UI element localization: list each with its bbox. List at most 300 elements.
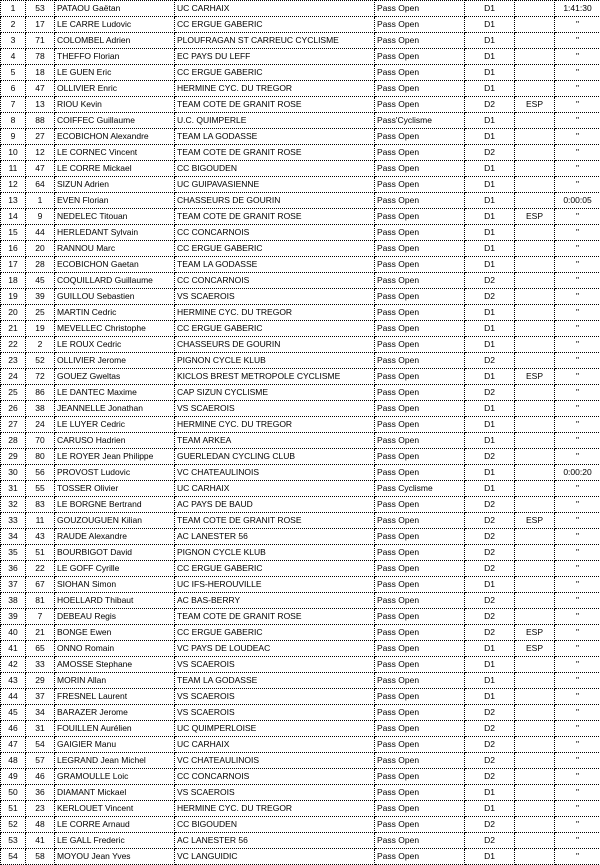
licence-cell: Pass Open xyxy=(375,209,465,225)
bib-cell: 45 xyxy=(26,273,55,289)
licence-cell: Pass Open xyxy=(375,753,465,769)
category-cell: D2 xyxy=(465,353,515,369)
rider-name-cell: LE CORNEC Vincent xyxy=(55,145,175,161)
time-cell: 0:00:05 xyxy=(555,193,600,209)
club-cell: UC CARHAIX xyxy=(175,481,375,497)
esp-cell xyxy=(515,161,555,177)
time-cell: " xyxy=(555,689,600,705)
bib-cell: 44 xyxy=(26,225,55,241)
club-cell: PLOUFRAGAN ST CARREUC CYCLISME xyxy=(175,33,375,49)
esp-cell xyxy=(515,33,555,49)
table-row xyxy=(1,449,600,465)
time-cell: " xyxy=(555,97,600,113)
rider-name-cell: ECOBICHON Gaetan xyxy=(55,257,175,273)
bib-cell: 18 xyxy=(26,65,55,81)
licence-cell: Pass Open xyxy=(375,81,465,97)
time-cell: " xyxy=(555,401,600,417)
bib-cell: 24 xyxy=(26,417,55,433)
time-cell: " xyxy=(555,305,600,321)
rank-cell: 35 xyxy=(1,545,26,561)
rank-cell: 31 xyxy=(1,481,26,497)
esp-cell xyxy=(515,593,555,609)
esp-cell xyxy=(515,449,555,465)
rank-cell: 16 xyxy=(1,241,26,257)
rank-cell: 38 xyxy=(1,593,26,609)
time-cell: " xyxy=(555,177,600,193)
time-cell: " xyxy=(555,353,600,369)
time-cell: " xyxy=(555,289,600,305)
esp-cell xyxy=(515,17,555,33)
licence-cell: Pass Open xyxy=(375,801,465,817)
rank-cell: 18 xyxy=(1,273,26,289)
bib-cell: 41 xyxy=(26,833,55,849)
category-cell: D2 xyxy=(465,529,515,545)
time-cell: " xyxy=(555,625,600,641)
licence-cell: Pass Open xyxy=(375,337,465,353)
licence-cell: Pass Open xyxy=(375,721,465,737)
category-cell: D2 xyxy=(465,145,515,161)
rider-name-cell: LE ROYER Jean Philippe xyxy=(55,449,175,465)
licence-cell: Pass Open xyxy=(375,417,465,433)
rider-name-cell: OLLIVIER Enric xyxy=(55,81,175,97)
table-row xyxy=(1,97,600,113)
bib-cell: 78 xyxy=(26,49,55,65)
time-cell: " xyxy=(555,705,600,721)
licence-cell: Pass Open xyxy=(375,1,465,17)
esp-cell xyxy=(515,321,555,337)
licence-cell: Pass Open xyxy=(375,577,465,593)
time-cell: " xyxy=(555,273,600,289)
club-cell: TEAM LA GODASSE xyxy=(175,129,375,145)
rank-cell: 20 xyxy=(1,305,26,321)
esp-cell xyxy=(515,769,555,785)
licence-cell: Pass Open xyxy=(375,465,465,481)
bib-cell: 28 xyxy=(26,257,55,273)
club-cell: UC QUIMPERLOISE xyxy=(175,721,375,737)
bib-cell: 19 xyxy=(26,321,55,337)
time-cell: " xyxy=(555,145,600,161)
category-cell: D1 xyxy=(465,81,515,97)
rank-cell: 3 xyxy=(1,33,26,49)
category-cell: D1 xyxy=(465,193,515,209)
rider-name-cell: DEBEAU Regis xyxy=(55,609,175,625)
category-cell: D2 xyxy=(465,593,515,609)
time-cell: " xyxy=(555,385,600,401)
rider-name-cell: MOYOU Jean Yves xyxy=(55,849,175,865)
rank-cell: 7 xyxy=(1,97,26,113)
esp-cell: ESP xyxy=(515,513,555,529)
bib-cell: 81 xyxy=(26,593,55,609)
table-row xyxy=(1,785,600,801)
rider-name-cell: LE GALL Frederic xyxy=(55,833,175,849)
rank-cell: 36 xyxy=(1,561,26,577)
bib-cell: 11 xyxy=(26,513,55,529)
club-cell: TEAM COTE DE GRANIT ROSE xyxy=(175,97,375,113)
time-cell: " xyxy=(555,161,600,177)
bib-cell: 51 xyxy=(26,545,55,561)
rank-cell: 1 xyxy=(1,1,26,17)
rider-name-cell: LE GOFF Cyrille xyxy=(55,561,175,577)
rider-name-cell: HOELLARD Thibaut xyxy=(55,593,175,609)
bib-cell: 29 xyxy=(26,673,55,689)
esp-cell xyxy=(515,609,555,625)
licence-cell: Pass Open xyxy=(375,401,465,417)
time-cell: " xyxy=(555,209,600,225)
licence-cell: Pass Open xyxy=(375,625,465,641)
table-row xyxy=(1,273,600,289)
category-cell: D2 xyxy=(465,753,515,769)
category-cell: D1 xyxy=(465,49,515,65)
time-cell: " xyxy=(555,113,600,129)
rider-name-cell: LE BORGNE Bertrand xyxy=(55,497,175,513)
category-cell: D1 xyxy=(465,481,515,497)
licence-cell: Pass Open xyxy=(375,689,465,705)
esp-cell xyxy=(515,833,555,849)
table-row xyxy=(1,417,600,433)
category-cell: D2 xyxy=(465,385,515,401)
rider-name-cell: LE CORRE Mickael xyxy=(55,161,175,177)
rank-cell: 24 xyxy=(1,369,26,385)
licence-cell: Pass Open xyxy=(375,657,465,673)
licence-cell: Pass Cyclisme xyxy=(375,481,465,497)
category-cell: D1 xyxy=(465,849,515,865)
time-cell: " xyxy=(555,785,600,801)
licence-cell: Pass Open xyxy=(375,705,465,721)
licence-cell: Pass Open xyxy=(375,177,465,193)
rank-cell: 6 xyxy=(1,81,26,97)
table-row xyxy=(1,849,600,865)
club-cell: CC BIGOUDEN xyxy=(175,817,375,833)
bib-cell: 46 xyxy=(26,769,55,785)
club-cell: AC PAYS DE BAUD xyxy=(175,497,375,513)
table-row xyxy=(1,737,600,753)
rank-cell: 46 xyxy=(1,721,26,737)
licence-cell: Pass Open xyxy=(375,289,465,305)
time-cell: " xyxy=(555,241,600,257)
rank-cell: 8 xyxy=(1,113,26,129)
table-row xyxy=(1,593,600,609)
esp-cell xyxy=(515,529,555,545)
time-cell: " xyxy=(555,817,600,833)
club-cell: VC PAYS DE LOUDEAC xyxy=(175,641,375,657)
bib-cell: 23 xyxy=(26,801,55,817)
club-cell: TEAM LA GODASSE xyxy=(175,673,375,689)
table-row xyxy=(1,177,600,193)
rank-cell: 14 xyxy=(1,209,26,225)
rank-cell: 10 xyxy=(1,145,26,161)
rider-name-cell: LE ROUX Cedric xyxy=(55,337,175,353)
club-cell: CC CONCARNOIS xyxy=(175,769,375,785)
category-cell: D1 xyxy=(465,225,515,241)
table-row xyxy=(1,321,600,337)
rider-name-cell: PATAOU Gaëtan xyxy=(55,1,175,17)
rider-name-cell: GUILLOU Sebastien xyxy=(55,289,175,305)
esp-cell xyxy=(515,417,555,433)
rank-cell: 51 xyxy=(1,801,26,817)
club-cell: VS SCAEROIS xyxy=(175,689,375,705)
rank-cell: 22 xyxy=(1,337,26,353)
esp-cell xyxy=(515,577,555,593)
rank-cell: 43 xyxy=(1,673,26,689)
table-row xyxy=(1,225,600,241)
rank-cell: 25 xyxy=(1,385,26,401)
category-cell: D1 xyxy=(465,17,515,33)
table-row xyxy=(1,465,600,481)
esp-cell xyxy=(515,689,555,705)
category-cell: D2 xyxy=(465,625,515,641)
category-cell: D1 xyxy=(465,321,515,337)
rider-name-cell: COLOMBEL Adrien xyxy=(55,33,175,49)
rank-cell: 9 xyxy=(1,129,26,145)
rider-name-cell: HERLEDANT Sylvain xyxy=(55,225,175,241)
licence-cell: Pass Open xyxy=(375,161,465,177)
club-cell: GUERLEDAN CYCLING CLUB xyxy=(175,449,375,465)
licence-cell: Pass Open xyxy=(375,321,465,337)
club-cell: VS SCAEROIS xyxy=(175,289,375,305)
rider-name-cell: FOUILLEN Aurélien xyxy=(55,721,175,737)
rider-name-cell: RAUDE Alexandre xyxy=(55,529,175,545)
category-cell: D1 xyxy=(465,641,515,657)
bib-cell: 1 xyxy=(26,193,55,209)
time-cell: " xyxy=(555,513,600,529)
club-cell: UC CARHAIX xyxy=(175,737,375,753)
esp-cell: ESP xyxy=(515,625,555,641)
time-cell: " xyxy=(555,369,600,385)
bib-cell: 67 xyxy=(26,577,55,593)
bib-cell: 47 xyxy=(26,161,55,177)
bib-cell: 54 xyxy=(26,737,55,753)
licence-cell: Pass'Cyclisme xyxy=(375,113,465,129)
table-row xyxy=(1,753,600,769)
esp-cell xyxy=(515,113,555,129)
bib-cell: 58 xyxy=(26,849,55,865)
esp-cell xyxy=(515,801,555,817)
table-row xyxy=(1,1,600,17)
table-row xyxy=(1,609,600,625)
time-cell: " xyxy=(555,497,600,513)
esp-cell xyxy=(515,241,555,257)
rider-name-cell: EVEN Florian xyxy=(55,193,175,209)
club-cell: CC ERGUE GABERIC xyxy=(175,321,375,337)
esp-cell xyxy=(515,465,555,481)
esp-cell xyxy=(515,145,555,161)
rank-cell: 17 xyxy=(1,257,26,273)
time-cell: " xyxy=(555,833,600,849)
category-cell: D1 xyxy=(465,1,515,17)
bib-cell: 34 xyxy=(26,705,55,721)
rank-cell: 29 xyxy=(1,449,26,465)
time-cell: " xyxy=(555,17,600,33)
time-cell: " xyxy=(555,673,600,689)
licence-cell: Pass Open xyxy=(375,609,465,625)
club-cell: CC ERGUE GABERIC xyxy=(175,65,375,81)
table-row xyxy=(1,65,600,81)
licence-cell: Pass Open xyxy=(375,385,465,401)
club-cell: VS SCAEROIS xyxy=(175,785,375,801)
table-row xyxy=(1,161,600,177)
licence-cell: Pass Open xyxy=(375,49,465,65)
table-row xyxy=(1,545,600,561)
esp-cell xyxy=(515,273,555,289)
bib-cell: 38 xyxy=(26,401,55,417)
table-row xyxy=(1,497,600,513)
category-cell: D1 xyxy=(465,801,515,817)
rider-name-cell: GRAMOULLE Loic xyxy=(55,769,175,785)
bib-cell: 57 xyxy=(26,753,55,769)
club-cell: CC BIGOUDEN xyxy=(175,161,375,177)
licence-cell: Pass Open xyxy=(375,145,465,161)
club-cell: VS SCAEROIS xyxy=(175,657,375,673)
rider-name-cell: KERLOUET Vincent xyxy=(55,801,175,817)
time-cell: " xyxy=(555,529,600,545)
time-cell: " xyxy=(555,753,600,769)
table-row xyxy=(1,817,600,833)
licence-cell: Pass Open xyxy=(375,225,465,241)
club-cell: CC CONCARNOIS xyxy=(175,225,375,241)
rider-name-cell: BOURBIGOT David xyxy=(55,545,175,561)
bib-cell: 55 xyxy=(26,481,55,497)
esp-cell xyxy=(515,129,555,145)
rank-cell: 19 xyxy=(1,289,26,305)
bib-cell: 25 xyxy=(26,305,55,321)
time-cell: " xyxy=(555,33,600,49)
bib-cell: 56 xyxy=(26,465,55,481)
club-cell: CAP SIZUN CYCLISME xyxy=(175,385,375,401)
rank-cell: 50 xyxy=(1,785,26,801)
bib-cell: 88 xyxy=(26,113,55,129)
rider-name-cell: TOSSER Olivier xyxy=(55,481,175,497)
time-cell: " xyxy=(555,849,600,865)
esp-cell xyxy=(515,353,555,369)
licence-cell: Pass Open xyxy=(375,785,465,801)
club-cell: TEAM COTE DE GRANIT ROSE xyxy=(175,209,375,225)
licence-cell: Pass Open xyxy=(375,273,465,289)
table-row xyxy=(1,113,600,129)
category-cell: D1 xyxy=(465,433,515,449)
table-row xyxy=(1,49,600,65)
category-cell: D1 xyxy=(465,305,515,321)
table-row xyxy=(1,401,600,417)
category-cell: D1 xyxy=(465,129,515,145)
bib-cell: 12 xyxy=(26,145,55,161)
table-row xyxy=(1,385,600,401)
rank-cell: 39 xyxy=(1,609,26,625)
esp-cell: ESP xyxy=(515,209,555,225)
bib-cell: 17 xyxy=(26,17,55,33)
time-cell: " xyxy=(555,721,600,737)
esp-cell: ESP xyxy=(515,369,555,385)
bib-cell: 2 xyxy=(26,337,55,353)
club-cell: VS SCAEROIS xyxy=(175,705,375,721)
club-cell: UC CARHAIX xyxy=(175,1,375,17)
rank-cell: 49 xyxy=(1,769,26,785)
category-cell: D2 xyxy=(465,561,515,577)
esp-cell xyxy=(515,257,555,273)
rider-name-cell: LE GUEN Eric xyxy=(55,65,175,81)
table-row xyxy=(1,337,600,353)
category-cell: D2 xyxy=(465,721,515,737)
rider-name-cell: NEDELEC Titouan xyxy=(55,209,175,225)
rank-cell: 27 xyxy=(1,417,26,433)
licence-cell: Pass Open xyxy=(375,433,465,449)
bib-cell: 71 xyxy=(26,33,55,49)
category-cell: D2 xyxy=(465,833,515,849)
category-cell: D2 xyxy=(465,545,515,561)
category-cell: D2 xyxy=(465,769,515,785)
bib-cell: 13 xyxy=(26,97,55,113)
licence-cell: Pass Open xyxy=(375,241,465,257)
category-cell: D1 xyxy=(465,465,515,481)
time-cell: " xyxy=(555,129,600,145)
club-cell: CC ERGUE GABERIC xyxy=(175,17,375,33)
category-cell: D2 xyxy=(465,737,515,753)
licence-cell: Pass Open xyxy=(375,369,465,385)
table-row xyxy=(1,257,600,273)
time-cell: " xyxy=(555,225,600,241)
bib-cell: 70 xyxy=(26,433,55,449)
rank-cell: 54 xyxy=(1,849,26,865)
club-cell: EC PAYS DU LEFF xyxy=(175,49,375,65)
licence-cell: Pass Open xyxy=(375,641,465,657)
bib-cell: 7 xyxy=(26,609,55,625)
esp-cell xyxy=(515,561,555,577)
category-cell: D1 xyxy=(465,209,515,225)
category-cell: D2 xyxy=(465,273,515,289)
time-cell: " xyxy=(555,737,600,753)
esp-cell xyxy=(515,657,555,673)
licence-cell: Pass Open xyxy=(375,849,465,865)
rank-cell: 5 xyxy=(1,65,26,81)
licence-cell: Pass Open xyxy=(375,737,465,753)
category-cell: D1 xyxy=(465,161,515,177)
rider-name-cell: LE CARRE Ludovic xyxy=(55,17,175,33)
club-cell: U.C. QUIMPERLE xyxy=(175,113,375,129)
rider-name-cell: LEGRAND Jean Michel xyxy=(55,753,175,769)
table-row xyxy=(1,81,600,97)
esp-cell xyxy=(515,721,555,737)
club-cell: TEAM COTE DE GRANIT ROSE xyxy=(175,609,375,625)
club-cell: UC GUIPAVASIENNE xyxy=(175,177,375,193)
club-cell: VC CHATEAULINOIS xyxy=(175,753,375,769)
time-cell: " xyxy=(555,609,600,625)
rank-cell: 28 xyxy=(1,433,26,449)
rank-cell: 11 xyxy=(1,161,26,177)
esp-cell xyxy=(515,401,555,417)
category-cell: D1 xyxy=(465,369,515,385)
category-cell: D2 xyxy=(465,97,515,113)
licence-cell: Pass Open xyxy=(375,449,465,465)
table-row xyxy=(1,577,600,593)
bib-cell: 64 xyxy=(26,177,55,193)
rank-cell: 48 xyxy=(1,753,26,769)
table-row xyxy=(1,33,600,49)
club-cell: PIGNON CYCLE KLUB xyxy=(175,545,375,561)
table-row xyxy=(1,721,600,737)
rider-name-cell: MARTIN Cedric xyxy=(55,305,175,321)
club-cell: TEAM ARKEA xyxy=(175,433,375,449)
table-row xyxy=(1,193,600,209)
licence-cell: Pass Open xyxy=(375,65,465,81)
time-cell: " xyxy=(555,657,600,673)
esp-cell xyxy=(515,1,555,17)
bib-cell: 47 xyxy=(26,81,55,97)
time-cell: " xyxy=(555,545,600,561)
category-cell: D2 xyxy=(465,817,515,833)
esp-cell xyxy=(515,65,555,81)
table-row xyxy=(1,801,600,817)
bib-cell: 86 xyxy=(26,385,55,401)
rider-name-cell: SIOHAN Simon xyxy=(55,577,175,593)
